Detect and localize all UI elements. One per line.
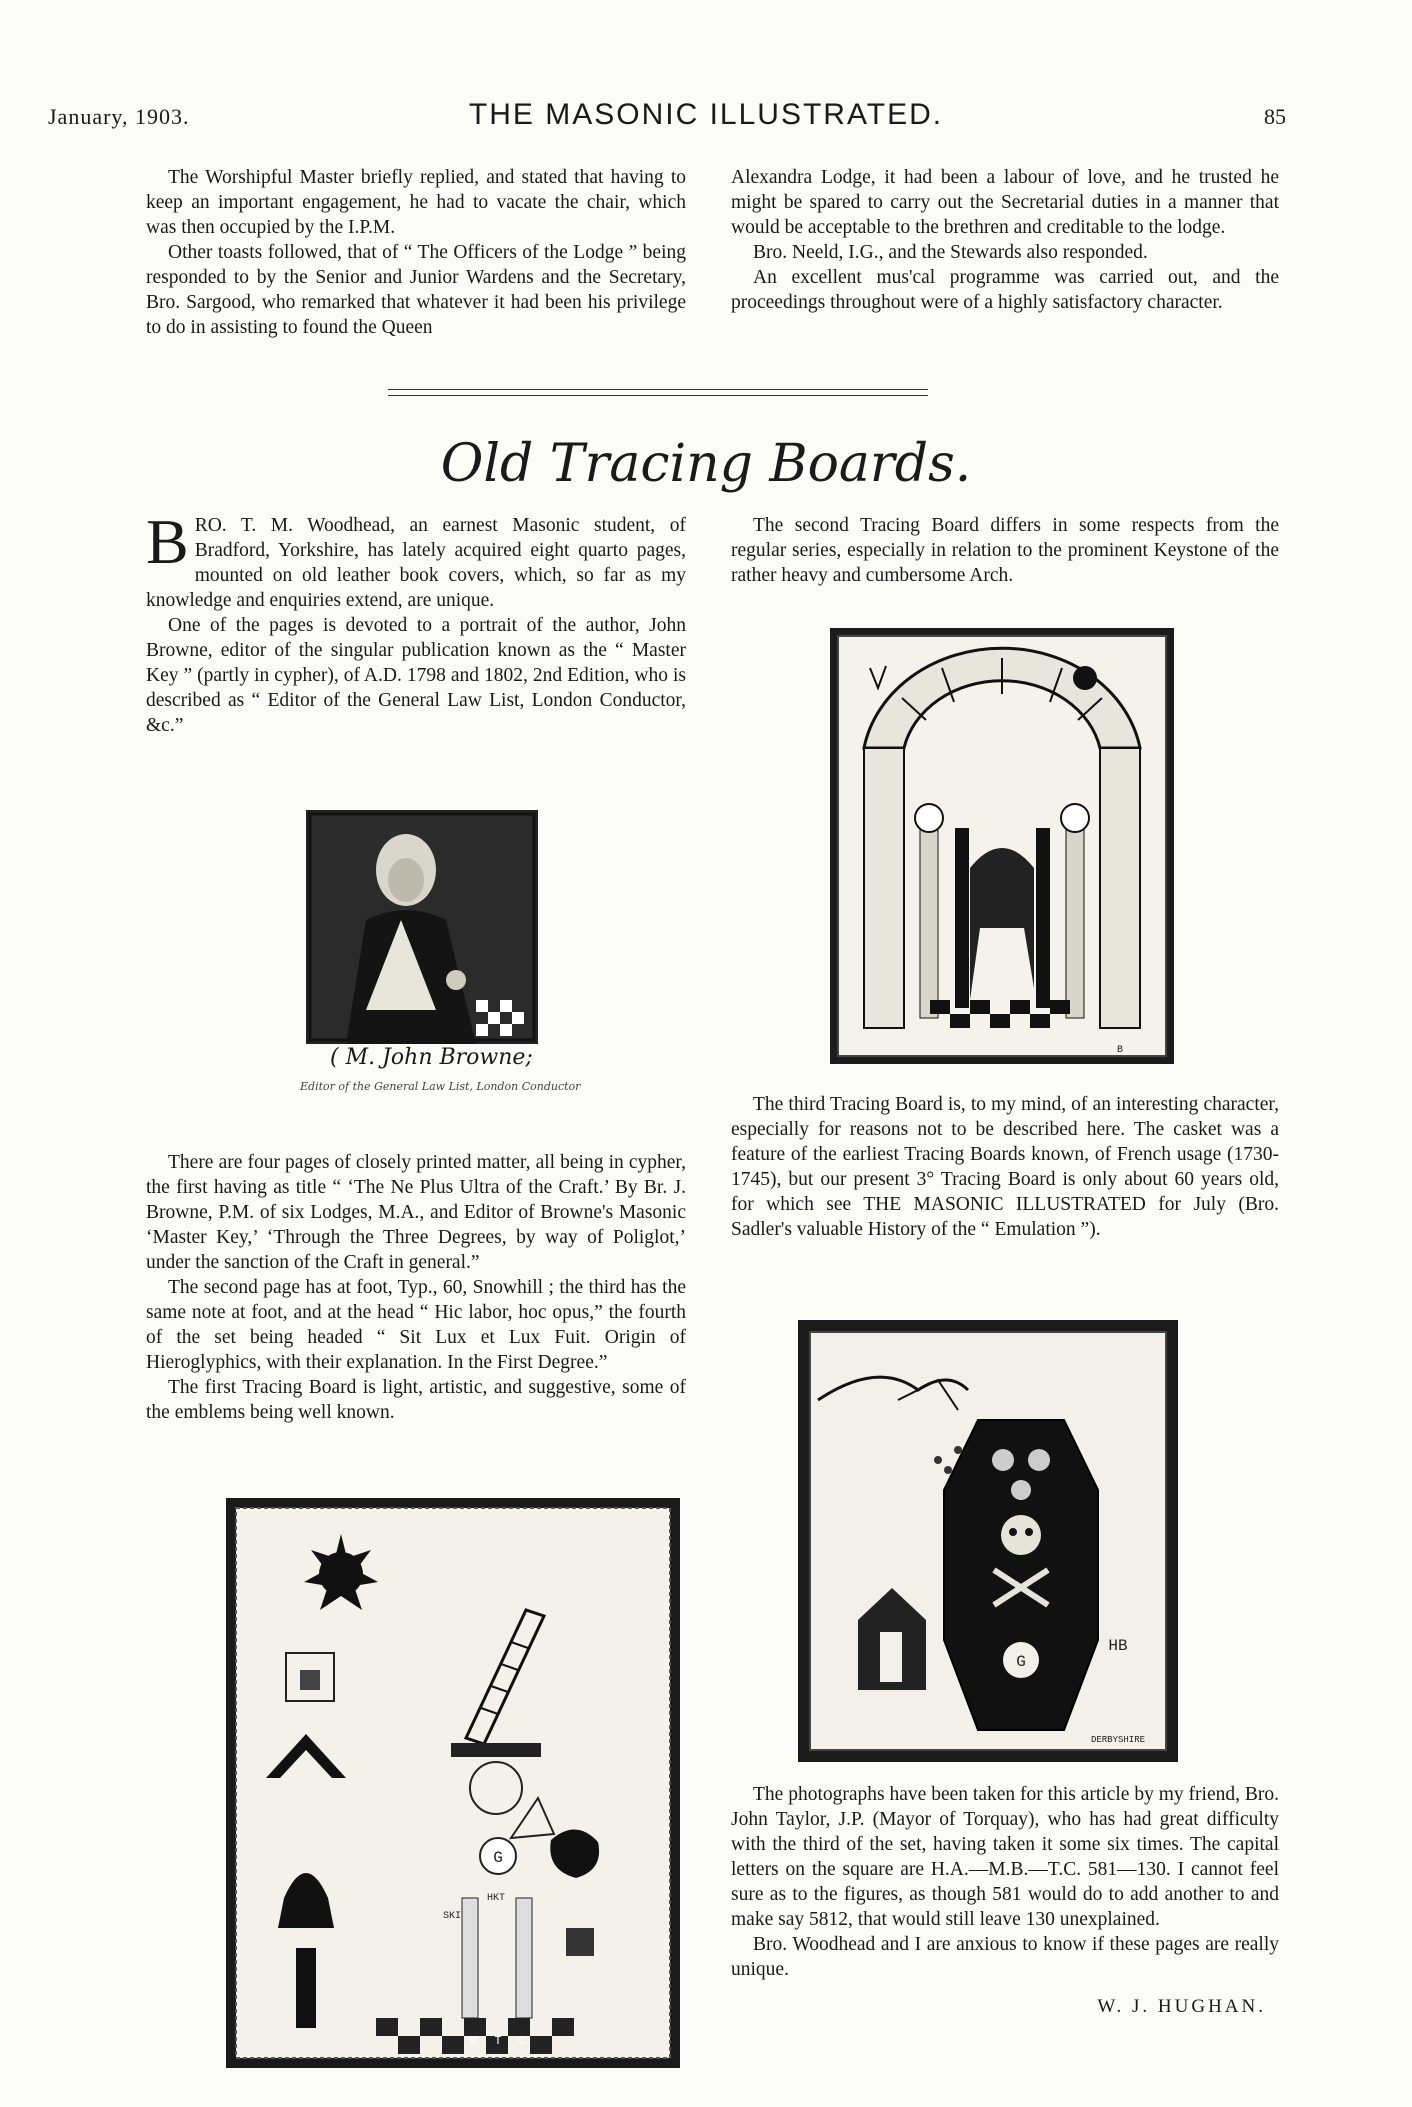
article-paragraph: The photographs have been taken for this article by my friend, Bro. John Taylor, J.P. (Mayor of Torquay), who has had great difficulty with the third of the set, having taken it some six times. The capital letters on the square are H.A.—M.B.—T.C. 581—130. I cannot feel sure as to the figures, as though 581 would do to add another to and make say 5812, that would still leave 130 unexplained. (731, 1784, 1279, 1930)
article-right-column-middle (731, 1092, 1279, 1242)
board1-letter-g: G (493, 1849, 503, 1867)
portrait-engraving (306, 810, 538, 1044)
article-right-column-bottom (731, 1782, 1279, 1982)
intro-left-paragraph: The Worshipful Master briefly replied, and stated that having to keep an important engagement, he had to vacate the chair, which was then occupied by the I.P.M. (146, 167, 686, 238)
portrait-subcaption: Editor of the General Law List, London Conductor (300, 1080, 581, 1093)
article-left-column-top (146, 506, 686, 738)
board1-letter-hkt: HKT (486, 1893, 506, 1904)
intro-left-paragraph: Other toasts followed, that of “ The Officers of the Lodge ” being responded to by the Senior and Junior Wardens and the Secretary, Bro. Sargood, who remarked that whatever it had been his privilege to do in assisting to found the Queen (146, 242, 686, 338)
article-title: Old Tracing Boards. (440, 434, 972, 494)
intro-right-column (731, 165, 1279, 315)
third-tracing-board (798, 1320, 1178, 1762)
issue-date: January, 1903. (48, 104, 190, 129)
page-number: 85 (1264, 104, 1286, 129)
opening-text: RO. T. M. Woodhead, an earnest Masonic student, of Bradford, Yorkshire, has lately acquired eight quarto pages, mounted on old leather book covers, which, so far as my knowledge and enquiries extend, are unique. (146, 515, 686, 611)
intro-right-paragraph: Bro. Neeld, I.G., and the Stewards also responded. (753, 242, 1148, 263)
article-paragraph-opening (146, 506, 686, 613)
third-tracing-board-image (798, 1320, 1178, 1762)
article-paragraph: The first Tracing Board is light, artistic, and suggestive, some of the emblems being well known. (146, 1377, 686, 1423)
board1-letter-ski: SKI (442, 1911, 462, 1922)
article-paragraph: One of the pages is devoted to a portrait of the author, John Browne, editor of the singular publication known as the “ Master Key ” (partly in cypher), of A.D. 1798 and 1802, 2nd Edition, who is described as “ Editor of the General Law List, London Conductor, &c.” (146, 615, 686, 736)
article-left-column-bottom (146, 1150, 686, 1425)
intro-right-paragraph: An excellent mus'cal programme was carried out, and the proceedings throughout were of a highly satisfactory character. (731, 267, 1279, 313)
intro-right-paragraph: Alexandra Lodge, it had been a labour of love, and he trusted he might be spared to carry out the Secretarial duties in a manner that would be acceptable to the brethren and creditable to the lodge. (731, 167, 1279, 238)
board1-letter-b: B (470, 2034, 478, 2048)
board3-stamp: DERBYSHIRE (1090, 1735, 1146, 1745)
board2-stamp: B (1116, 1045, 1124, 1056)
intro-left-column (146, 165, 686, 340)
board1-letter-c: C (518, 2034, 526, 2048)
second-tracing-board (830, 628, 1174, 1064)
portrait-image (306, 810, 538, 1044)
board1-letter-t: T (494, 2034, 502, 2048)
article-paragraph: Bro. Woodhead and I are anxious to know if these pages are really unique. (731, 1934, 1279, 1980)
author-signature: W. J. HUGHAN. (1097, 1996, 1266, 2017)
article-right-column-top (731, 513, 1279, 588)
first-tracing-board (226, 1498, 680, 2068)
board3-letter-g: G (1016, 1653, 1026, 1671)
drop-cap: B (146, 506, 189, 577)
masthead-title: THE MASONIC ILLUSTRATED. (468, 98, 944, 131)
article-paragraph: The second Tracing Board differs in some respects from the regular series, especially in relation to the prominent Keystone of the rather heavy and cumbersome Arch. (731, 515, 1279, 586)
first-tracing-board-image (226, 1498, 680, 2068)
article-paragraph: The second page has at foot, Typ., 60, Snowhill ; the third has the same note at foot, and at the head “ Hic labor, hoc opus,” the fourth of the set being headed “ Sit Lux et Lux Fuit. Origin of Hieroglyphics, with their explanation. In the First Degree.” (146, 1277, 686, 1373)
article-paragraph: The third Tracing Board is, to my mind, of an interesting character, especially for reasons not to be described here. The casket was a feature of the earliest Tracing Boards known, of French usage (1730-1745), but our present 3° Tracing Board is only about 60 years old, for which see THE MASONIC ILLUSTRATED for July (Bro. Sadler's valuable History of the “ Emulation ”). (731, 1094, 1279, 1240)
section-rule (388, 395, 928, 396)
article-paragraph: There are four pages of closely printed matter, all being in cypher, the first having as title “ ‘The Ne Plus Ultra of the Craft.’ By Br. J. Browne, P.M. of six Lodges, M.A., and Editor of Browne's Masonic ‘Master Key,’ ‘Through the Three Degrees, by way of Poliglot,’ under the sanction of the Craft in general.” (146, 1152, 686, 1273)
board3-letter-hb: HB (1108, 1637, 1128, 1655)
portrait-signature: ( M. John Browne; (330, 1045, 533, 1070)
section-rule (388, 389, 928, 390)
second-tracing-board-image (830, 628, 1174, 1064)
